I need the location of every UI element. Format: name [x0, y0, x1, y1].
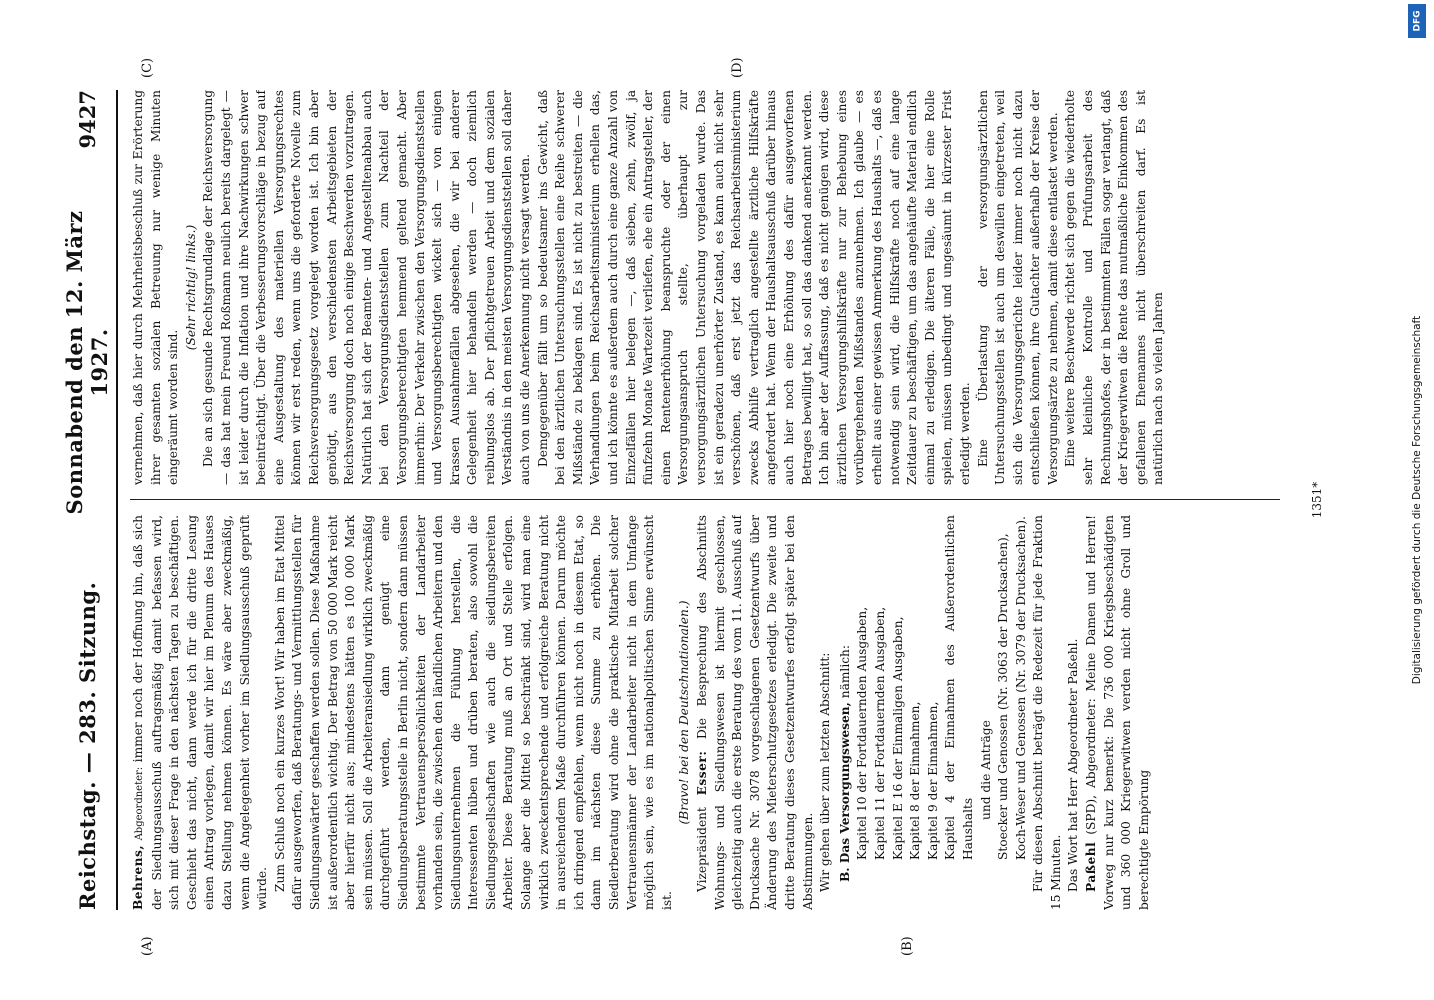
- left-column: [130, 515, 1280, 910]
- paragraph: Demgegenüber fällt um so bedeutsamer ins Gewicht, daß bei den ärztlichen Untersuchungsstellen eine Reihe schwerer Mißstände zu beklagen sind. Es ist nicht zu bestreiten — die Verhandlungen beim Reichsarbeitsministerium erhellen das, und ich könnte es außerdem auch durch eine ganze Anzahl von Einzelfällen hier belegen —, daß sieben, zehn, zwölf, ja fünfzehn Monate Wartezeit verliefen, ehe ein Antragsteller, der einen Rentenerhöhung beanspruchte oder der einen Versorgungsanspruch stellte, überhaupt zur versorgungsärztlichen Untersuchung vorgeladen wurde. Das ist ein geradezu unerhörter Zustand, es kann auch nicht sehr verschönen, daß erst jetzt das Reichsarbeitsministerium zwecks Abhilfe vertraglich angestellte ärztliche Hilfskräfte angefordert hat. Wenn der Haushaltsausschuß darüber hinaus auch hier noch eine Erhöhung des dafür ausgeworfenen Betrages bewilligt hat, so soll das dankend anerkannt werden. Ich bin aber der Auffassung, daß es nicht genügen wird, diese ärztlichen Versorgungshilfskräfte nur zur Behebung eines vorübergehenden Mißstandes anzunehmen. Ich glaube — es erhellt aus einer gewissen Anmerkung des Haushalts —, daß es notwendig sein wird, die Hilfskräfte noch auf eine lange Zeitdauer zu beschäftigen, um das angehäufte Material endlich einmal zu erledigen. Die älteren Fälle, die hier eine Rolle spielen, müssen unbedingt und ungesäumt in kürzester Frist erledigt werden.: [535, 90, 972, 485]
- speaker-role: Vizepräsident: [695, 807, 709, 892]
- paragraph: Zum Schluß noch ein kurzes Wort! Wir haben im Etat Mittel dafür ausgeworfen, daß Beratungs- und Vermittlungsstellen für Siedlungsanwärter geschaffen werden sollen. Diese Maßnahme ist außerordentlich wichtig. Der Betrag von 50 000 Mark reicht aber hierfür nicht aus; mindestens hätten es 100 000 Mark sein müssen. Soll die Arbeiteransiedlung wirklich zweckmäßig durchgeführt werden, dann genügt eine Siedlungsberatungsstelle in Berlin nicht, sondern dann müssen bestimmte Vertrauenspersönlichkeiten der Landarbeiter vorhanden sein, die zwischen den ländlichen Arbeitern und den Siedlungsunternehmen die Fühlung herstellen, die Interessenten hüben und drüben beraten, also sowohl die Siedlungsgesellschaften wie auch die siedlungsbereiten Arbeiter. Diese Beratung muß an Ort und Stelle erfolgen. Solange aber die Mittel so beschränkt sind, wird man eine wirklich zweckentsprechende und erfolgreiche Beratung nicht in ausreichendem Maße durchführen können. Darum möchte ich dringend empfehlen, wenn nicht noch in diesem Etat, so dann im nächsten diese Summe zu erhöhen. Die Siedlerberatung wird ohne die praktische Mitarbeit solcher Vertrauensmänner der Landarbeiter nicht in dem Umfange möglich sein, wie es im nationalpolitischen Sinne erwünscht ist.: [272, 515, 674, 910]
- paragraph: Das Wort hat Herr Abgeordneter Paßehl.: [1066, 638, 1081, 892]
- page-header: [58, 90, 118, 910]
- section-title: B. Das Versorgungswesen,: [837, 702, 852, 882]
- section-heading: [837, 515, 855, 910]
- margin-marker-c: (C): [140, 57, 155, 78]
- paragraph: [130, 515, 272, 910]
- paragraph: Eine Überlastung der versorgungsärztlichen Untersuchungsstellen ist auch um deswillen eingetreten, weil sich die Versorgungsgerichte leider immer noch nicht dazu entschließen können, ihre Gutachter außerhalb der Kreise der Versorgungsärzte zu nehmen, damit diese entlastet werden.: [975, 90, 1060, 485]
- speaker-name: Esser:: [695, 750, 709, 796]
- budget-item: Kapitel E 16 der Einmaligen Ausgaben,: [890, 616, 905, 860]
- paragraph-text: immer noch der Hoffnung hin, daß sich der Siedlungsausschuß auftragsmäßig damit befassen wird, sich mit dieser Frage in den nächsten Tagen zu beschäftigen. Geschieht das nicht, dann werde ich für die dritte Lesung einen Antrag vorlegen, damit wir hier im Plenum des Hauses dazu Stellung nehmen können. Es wäre aber zweckmäßig, wenn die Angelegenheit vorher im Siedlungsausschuß geprüft würde.: [131, 515, 270, 910]
- paragraph: Eine weitere Beschwerde richtet sich gegen die wiederholte sehr kleinliche Kontrolle und Prüfungsarbeit des Rechnungshofes, der in bestimmten Fällen sogar verlangt, daß der Kriegerwitwen die Rente das mutmaßliche Einkommen des gefallenen Ehemannes nicht überschreiten darf. Es ist natürlich nach so vielen Jahren: [1063, 90, 1166, 485]
- margin-marker-b: (B): [900, 936, 915, 956]
- motions-intro: und die Anträge: [978, 720, 993, 820]
- motion-item: Koch-Weser und Genossen (Nr. 3079 der Drucksachen).: [1013, 516, 1028, 860]
- speaker-name: Behrens,: [131, 844, 145, 910]
- budget-item: Kapitel 8 der Einnahmen,: [908, 701, 923, 860]
- paragraph-text: Meine Damen und Herren! Vorweg nur kurz bemerkt: Die 736 000 Kriegsbeschädigten und 360 000 Kriegerwitwen verden nicht ohne Groll und berechtigte Empörung: [1084, 515, 1151, 910]
- interjection: (Sehr richtig! links.): [183, 224, 198, 351]
- dfg-logo: DFG: [1408, 4, 1426, 38]
- interjection: (Bravo! bei den Deutschnationalen.): [677, 600, 692, 825]
- header-date: Sonnabend den 12. März 1927.: [62, 210, 112, 515]
- paragraph-text: Die Besprechung des Abschnitts Wohnungs- und Siedlungswesen ist hiermit geschlossen, gleichzeitig auch die erste Beratung des vom 11. Ausschuß auf Drucksache Nr. 3078 vorgeschlagenen Gesetzentwurfs über Änderung des Mieterschutzgesetzes erledigt. Die zweite und dritte Beratung dieses Gesetzentwurfes erfolgt später bei den Abstimmungen.: [695, 515, 815, 910]
- budget-item: Kapitel 9 der Einnahmen,: [925, 701, 940, 860]
- budget-item: Kapitel 4 der Einnahmen des Außerordentlichen Haushalts: [943, 515, 975, 860]
- margin-marker-d: (D): [730, 57, 745, 78]
- margin-marker-a: (A): [140, 936, 155, 956]
- page-footer: 1351*: [1310, 481, 1324, 519]
- section-suffix: nämlich:: [837, 645, 852, 699]
- dfg-credit-text: Digitalisierung gefördert durch die Deutsche Forschungsgemeinschaft: [1411, 315, 1423, 685]
- paragraph: [1083, 515, 1153, 910]
- page-number: 9427: [74, 90, 100, 149]
- budget-item: Kapitel 10 der Fortdauernden Ausgaben,: [855, 606, 870, 860]
- speaker-role: (SPD), Abgeordneter:: [1084, 698, 1099, 835]
- speaker-role: Abgeordneter:: [134, 766, 145, 841]
- motion-item: Stoecker und Genossen (Nr. 3063 der Drucksachen),: [996, 533, 1011, 860]
- right-column: [130, 90, 1280, 485]
- column-divider: [130, 499, 1280, 500]
- paragraph: vernehmen, daß hier durch Mehrheitsbeschluß zur Erörterung ihrer gesamten sozialen Betreuung nur wenige Minuten eingeräumt worden sind.: [131, 90, 181, 485]
- paragraph: [694, 515, 817, 910]
- paragraph: Wir gehen über zum letzten Abschnitt:: [818, 652, 833, 892]
- budget-item: Kapitel 11 der Fortdauernden Ausgaben,: [872, 606, 887, 860]
- paragraph: Für diesen Abschnitt beträgt die Redezeit für jede Fraktion 15 Minuten.: [1031, 515, 1063, 910]
- dfg-side-banner: [1404, 0, 1430, 1000]
- paragraph: Die an sich gesunde Rechtsgrundlage der Reichsversorgung — das hat mein Freund Roßmann neulich bereits dargelegt — ist leider durch die Inflation und ihre Nachwirkungen schwer beeinträchtigt. Über die Verbesserungsvorschläge in bezug auf eine Ausgestaltung des materiellen Versorgungsrechtes können wir erst reden, wenn uns die geforderte Novelle zum Reichsversorgungsgesetz vorgelegt worden ist. Ich bin aber genötigt, aus den verschiedensten Arbeitsgebieten der Reichsversorgung doch noch einige Beschwerden vorzutragen. Natürlich hat sich der Beamten- und Angestelltenabbau auch bei den Versorgungsdienststellen zum Nachteil der Versorgungsberechtigten hemmend geltend gemacht. Aber immerhin: Der Verkehr zwischen den Versorgungsdienststellen und Versorgungsberechtigten wickelt sich — von einigen krassen Ausnahmefällen abgesehen, die wir bei anderer Gelegenheit hier behandeln werden — doch ziemlich reibungslos ab. Der pflichtgetreuen Arbeit und dem sozialen Verständnis in den meisten Versorgungsdienststellen soll daher auch von uns die Anerkennung nicht versagt werden.: [201, 90, 533, 485]
- speaker-name: Paßehl: [1084, 841, 1099, 892]
- header-session: Reichstag. — 283. Sitzung.: [74, 581, 100, 910]
